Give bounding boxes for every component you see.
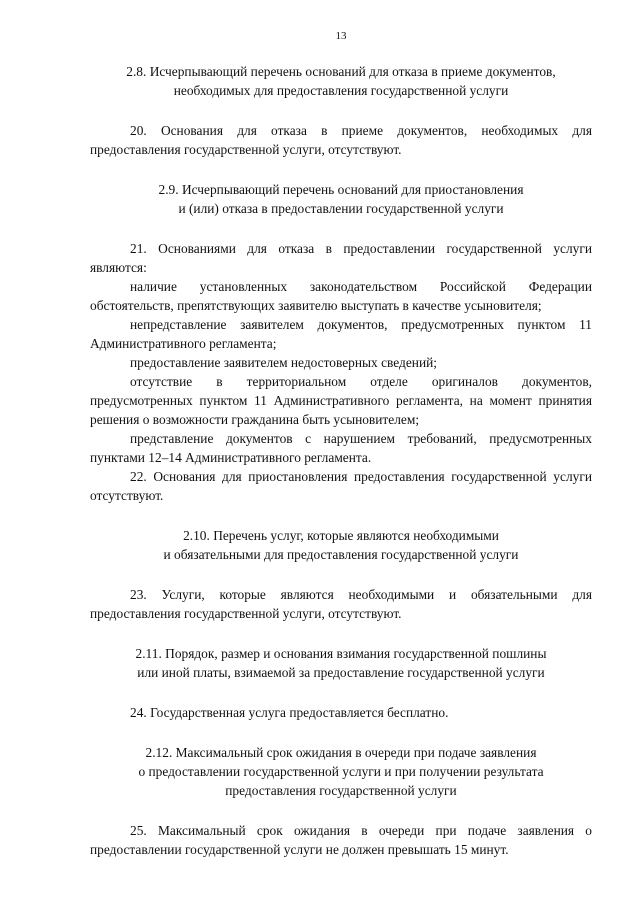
paragraph-25: 25. Максимальный срок ожидания в очереди при подаче заявления о предоставлении государственной услуги не должен превышать 15 минут.	[90, 823, 592, 857]
section-2-8-heading: 2.8. Исчерпывающий перечень оснований для отказа в приеме документов, необходимых для предоставления государственной услуги	[126, 64, 556, 98]
section-2-11-heading: 2.11. Порядок, размер и основания взимания государственной пошлины или иной платы, взимаемой за предоставление государственной услуги	[135, 646, 547, 680]
paragraph-21-item: предоставление заявителем недостоверных сведений;	[130, 355, 437, 370]
section-2-10-heading: 2.10. Перечень услуг, которые являются необходимыми и обязательными для предоставления государственной услуги	[163, 528, 519, 562]
paragraph-23: 23. Услуги, которые являются необходимыми и обязательными для предоставления государственной услуги, отсутствуют.	[90, 587, 592, 621]
paragraph-21-intro: 21. Основаниями для отказа в предоставлении государственной услуги являются:	[90, 241, 592, 275]
paragraph-21-item: непредставление заявителем документов, предусмотренных пунктом 11 Административного регламента;	[90, 317, 592, 351]
paragraph-20: 20. Основания для отказа в приеме документов, необходимых для предоставления государственной услуги, отсутствуют.	[90, 123, 592, 157]
paragraph-24: 24. Государственная услуга предоставляется бесплатно.	[130, 705, 449, 720]
section-2-12-heading: 2.12. Максимальный срок ожидания в очереди при подаче заявления о предоставлении государственной услуги и при получении результата предоставления государственной услуги	[138, 745, 544, 798]
paragraph-21-item: наличие установленных законодательством Российской Федерации обстоятельств, препятствующих заявителю выступать в качестве усыновителя;	[90, 279, 592, 313]
paragraph-21-item: отсутствие в территориальном отделе оригиналов документов, предусмотренных пунктом 11 Административного регламента, на момент принятия решения о возможности гражданина быть усыновителем;	[90, 374, 592, 427]
paragraph-22: 22. Основания для приостановления предоставления государственной услуги отсутствуют.	[90, 469, 592, 503]
paragraph-21-item: представление документов с нарушением требований, предусмотренных пунктами 12–14 Административного регламента.	[90, 431, 592, 465]
section-2-9-heading: 2.9. Исчерпывающий перечень оснований для приостановления и (или) отказа в предоставлении государственной услуги	[158, 182, 524, 216]
document-page	[90, 30, 592, 859]
page-number: 13	[335, 30, 347, 42]
